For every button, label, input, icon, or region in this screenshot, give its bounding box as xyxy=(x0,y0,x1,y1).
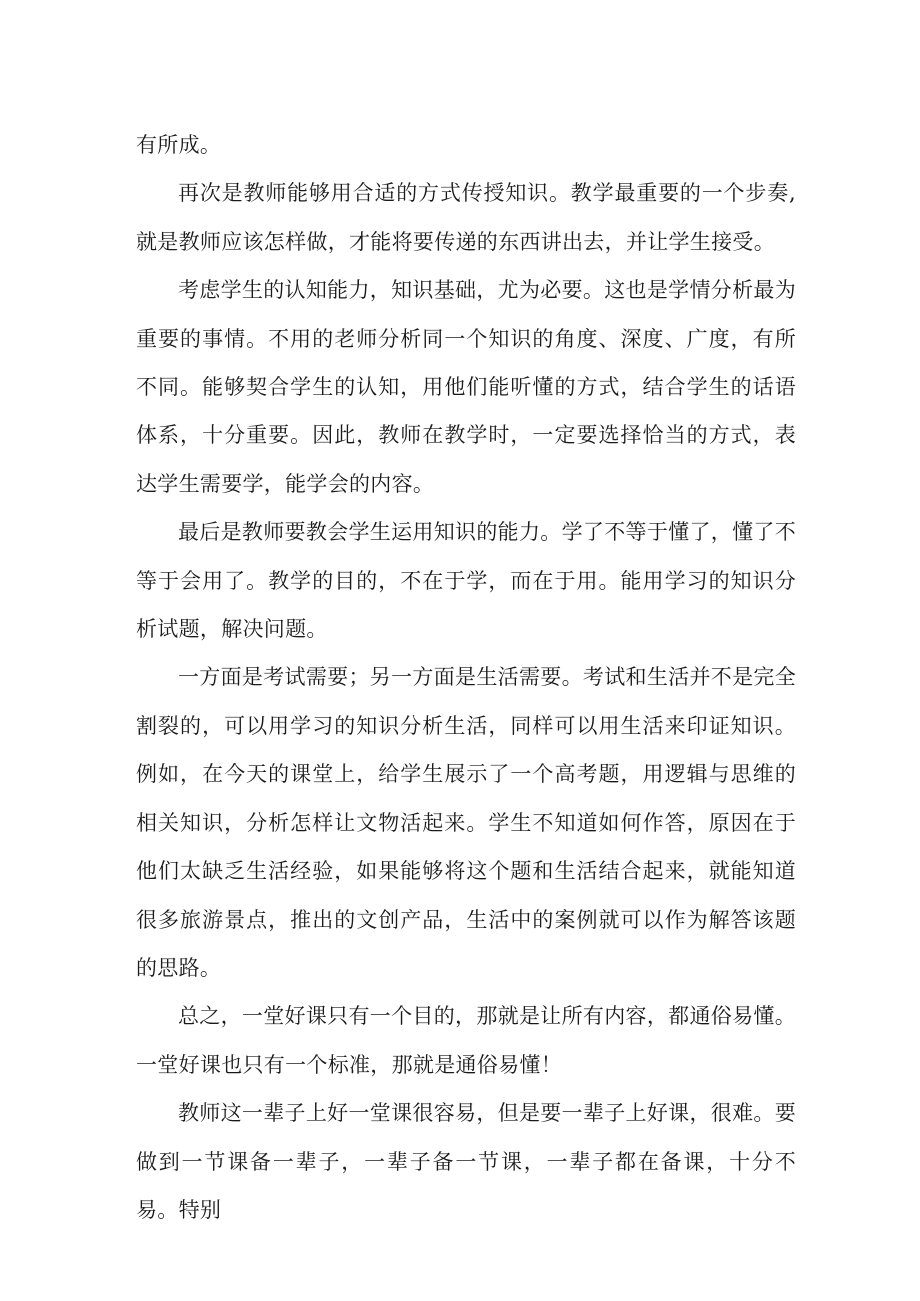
paragraph-applying-knowledge: 最后是教师要教会学生运用知识的能力。学了不等于懂了，懂了不等于会用了。教学的目的，不在于学，而在于用。能用学习的知识分析试题，解决问题。 xyxy=(136,520,796,642)
paragraph-exam-and-life: 一方面是考试需要；另一方面是生活需要。考试和生活并不是完全割裂的，可以用学习的知识分析生活，同样可以用生活来印证知识。例如，在今天的课堂上，给学生展示了一个高考题，用逻辑与思维的相关知识，分析怎样让文物活起来。学生不知道如何作答，原因在于他们太缺乏生活经验，如果能够将这个题和生活结合起来，就能知道很多旅游景点，推出的文创产品，生活中的案例就可以作为解答该题的思路。 xyxy=(136,665,796,980)
paragraph-conclusion: 总之，一堂好课只有一个目的，那就是让所有内容，都通俗易懂。一堂好课也只有一个标准，那就是通俗易懂！ xyxy=(136,1004,796,1077)
paragraph-continuation: 有所成。 xyxy=(136,133,222,157)
paragraph-student-cognition: 考虑学生的认知能力，知识基础，尤为必要。这也是学情分析最为重要的事情。不用的老师分析同一个知识的角度、深度、广度，有所不同。能够契合学生的认知，用他们能听懂的方式，结合学生的话语体系，十分重要。因此，教师在教学时，一定要选择恰当的方式，表达学生需要学，能学会的内容。 xyxy=(136,278,796,496)
paragraph-teaching-method: 再次是教师能够用合适的方式传授知识。教学最重要的一个步奏,就是教师应该怎样做，才能将要传递的东西讲出去，并让学生接受。 xyxy=(136,181,796,254)
document-body xyxy=(136,121,796,1234)
paragraph-lifelong-preparation: 教师这一辈子上好一堂课很容易，但是要一辈子上好课，很难。要做到一节课备一辈子，一辈子备一节课，一辈子都在备课，十分不易。特别 xyxy=(136,1101,796,1222)
